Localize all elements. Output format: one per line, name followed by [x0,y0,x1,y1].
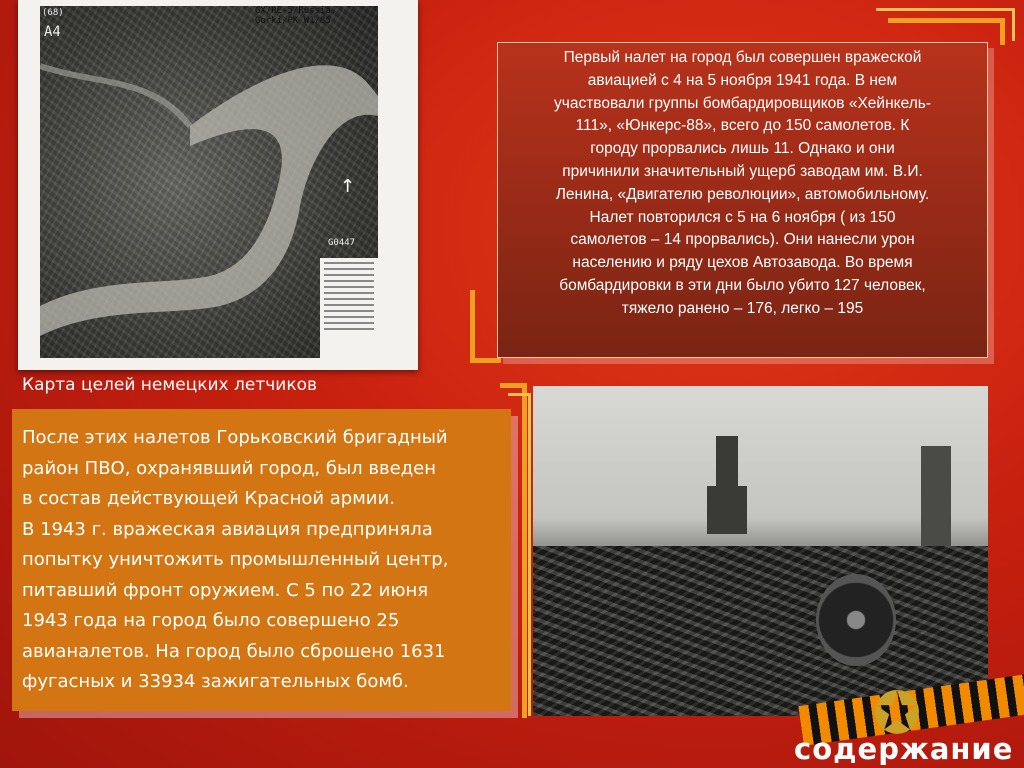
plane-wreck-photo [533,386,988,716]
toc-button[interactable]: содержание [794,732,1014,766]
map-legend [320,258,378,358]
wheel-shape [816,574,896,666]
map-handwritten-label: А4 [44,24,61,40]
monument-base [707,486,747,534]
body-text-box: После этих налетов Горьковский бригадный район ПВО, охранявший город, был введен в состав действующей Красной армии. В 1943 г. вражеская авиация предприняла попытку уничтожить промышленный центр, питавший фронт оружием. С 5 по 22 июня 1943 года на город было совершено 25 авианалетов. На город было сброшено 1631 фугасных и 33934 зажигательных бомб. [12,409,511,711]
info-text-box: Первый налет на город был совершен вражеской авиацией с 4 на 5 ноября 1941 года. В нем участвовали группы бомбардировщиков «Хейнкель- 111», «Юнкерс-88», всего до 150 самолетов. К городу прорвались лишь 11. Однако и они причинили значительный ущерб заводам им. В.И. Ленина, «Двигателю революции», автомобильному. Налет повторился с 5 на 6 ноября ( из 150 самолетов – 14 прорвались). Они нанесли урон населению и ряду цехов Автозавода. Во время бомбардировки в эти дни было убито 127 человек, тяжело ранено – 176, легко – 195 [497,42,988,358]
north-arrow-icon: ↑ [340,176,356,197]
decor-bracket-top-right-2 [876,8,1015,41]
decor-bracket-middle-2 [508,393,531,716]
order-star-icon: ✪ [872,679,922,747]
building-tower [921,446,951,546]
aerial-map-photo [18,0,418,370]
map-corner-label: (68) [42,8,64,18]
map-side-code: G0447 [328,238,356,248]
map-caption: Карта целей немецких летчиков [22,375,318,395]
map-header-code: GX/RE-5/Russia, Gorki/PK W1/85 [255,6,337,26]
